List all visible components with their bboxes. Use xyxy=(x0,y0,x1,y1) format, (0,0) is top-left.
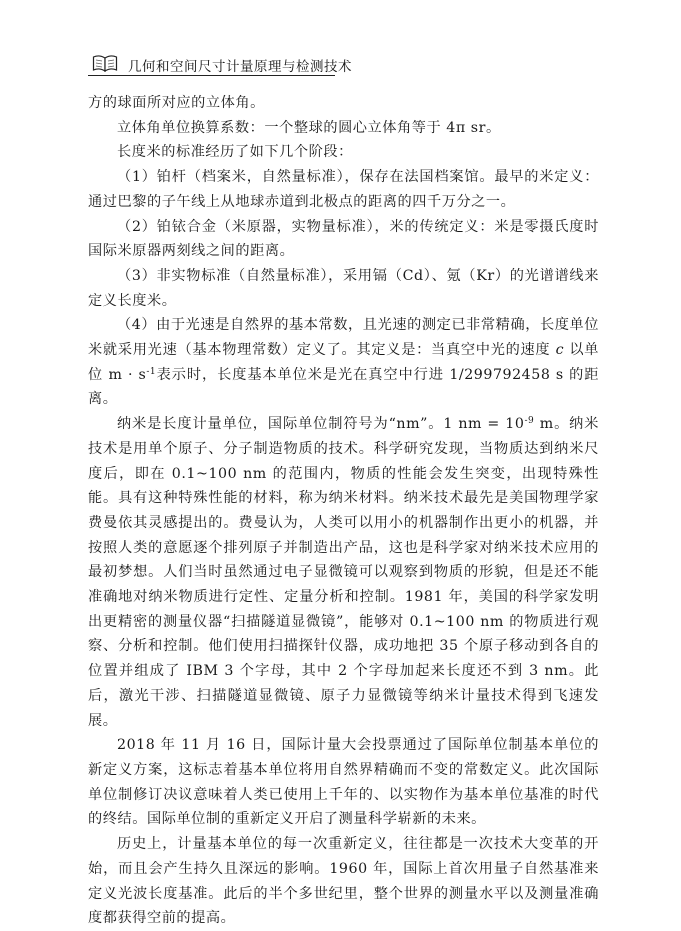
paragraph: 方的球面所对应的立体角。 xyxy=(88,95,265,111)
paragraph-text: m。纳米技术是用单个原子、分子制造物质的技术。科学研究发现，当物质达到纳米尺度后，即在 0.1~100 nm 的范围内，物质的性能会发生突变，出现特殊性能。具有这种特殊性能的材料，称为纳米材料。纳米技术最先是美国物理学家费曼依其灵感提出的。费曼认为，人类可以用小的机器制作出更小的机器，并按照人类的意愿逐个排列原子并制造出产品，这也是科学家对纳米技术应用的最初梦想。人们当时虽然通过电子显微镜可以观察到物质的形貌，但是还不能准确地对纳米物质进行定性、定量分析和控制。1981 年，美国的科学家发明出更精密的测量仪器“扫描隧道显微镜”，能够对 0.1~100 nm 的物质进行观察、分析和控制。他们使用扫描探针仪器，成功地把 35 个原子移动到各自的位置并组成了 IBM 3 个字母，其中 2 个字母加起来长度还不到 3 nm。此后，激光干涉、扫描隧道显微镜、原子力显微镜等纳米计量技术得到飞速发展。 xyxy=(88,416,599,729)
paragraph-speed-of-light xyxy=(88,313,599,412)
paragraph-text: 纳米是长度计量单位，国际单位制符号为“nm”。1 nm = 10 xyxy=(117,416,525,433)
paragraph: 立体角单位换算系数：一个整球的圆心立体角等于 4π sr。 xyxy=(117,119,501,136)
header-rule xyxy=(88,75,335,76)
paragraph: （3）非实物标准（自然量标准），采用镉（Cd）、氪（Kr）的光谱谱线来定义长度米。 xyxy=(88,267,599,309)
paragraph: （1）铂杆（档案米，自然量标准），保存在法国档案馆。最早的米定义：通过巴黎的子午线上从地球赤道到北极点的距离的四千万分之一。 xyxy=(88,169,599,210)
book-title: 几何和空间尺寸计量原理与检测技术 xyxy=(128,59,352,75)
paragraph-text: 以单位 m · s xyxy=(88,342,600,383)
paragraph: 历史上，计量基本单位的每一次重新定义，往往都是一次技术大变革的开始，而且会产生持久且深远的影响。1960 年，国际上首次用量子自然基准来定义光波长度基准。此后的半个多世纪里，整个世界的测量水平以及测量准确度都获得空前的提高。 xyxy=(88,836,599,927)
paragraph-text: （4）由于光速是自然界的基本常数，且光速的测定已非常精确，长度单位米就采用光速（基本物理常数）定义了。其定义是：当真空中光的速度 xyxy=(88,317,599,359)
superscript: -9 xyxy=(524,416,535,427)
running-header xyxy=(88,52,593,76)
book-icon xyxy=(92,54,118,72)
paragraph: 长度米的标准经历了如下几个阶段： xyxy=(117,144,353,161)
paragraph: （2）铂铱合金（米原器，实物量标准），米的传统定义：米是零摄氏度时国际米原器两刻线之间的距离。 xyxy=(88,218,599,260)
superscript: -1 xyxy=(146,366,157,377)
paragraph-text: 表示时，长度基本单位米是光在真空中行进 1/299792458 s 的距离。 xyxy=(88,366,599,408)
paragraph: 2018 年 11 月 16 日，国际计量大会投票通过了国际单位制基本单位的新定义方案，这标志着基本单位将用自然界精确而不变的常数定义。此次国际单位制修订决议意味着人类已使用上千年的、以实物作为基本单位基准的时代的终结。国际单位制的重新定义开启了测量科学崭新的未来。 xyxy=(88,737,599,828)
body-text xyxy=(88,91,599,931)
paragraph-nanometer xyxy=(88,412,599,733)
variable-c: c xyxy=(555,342,565,359)
